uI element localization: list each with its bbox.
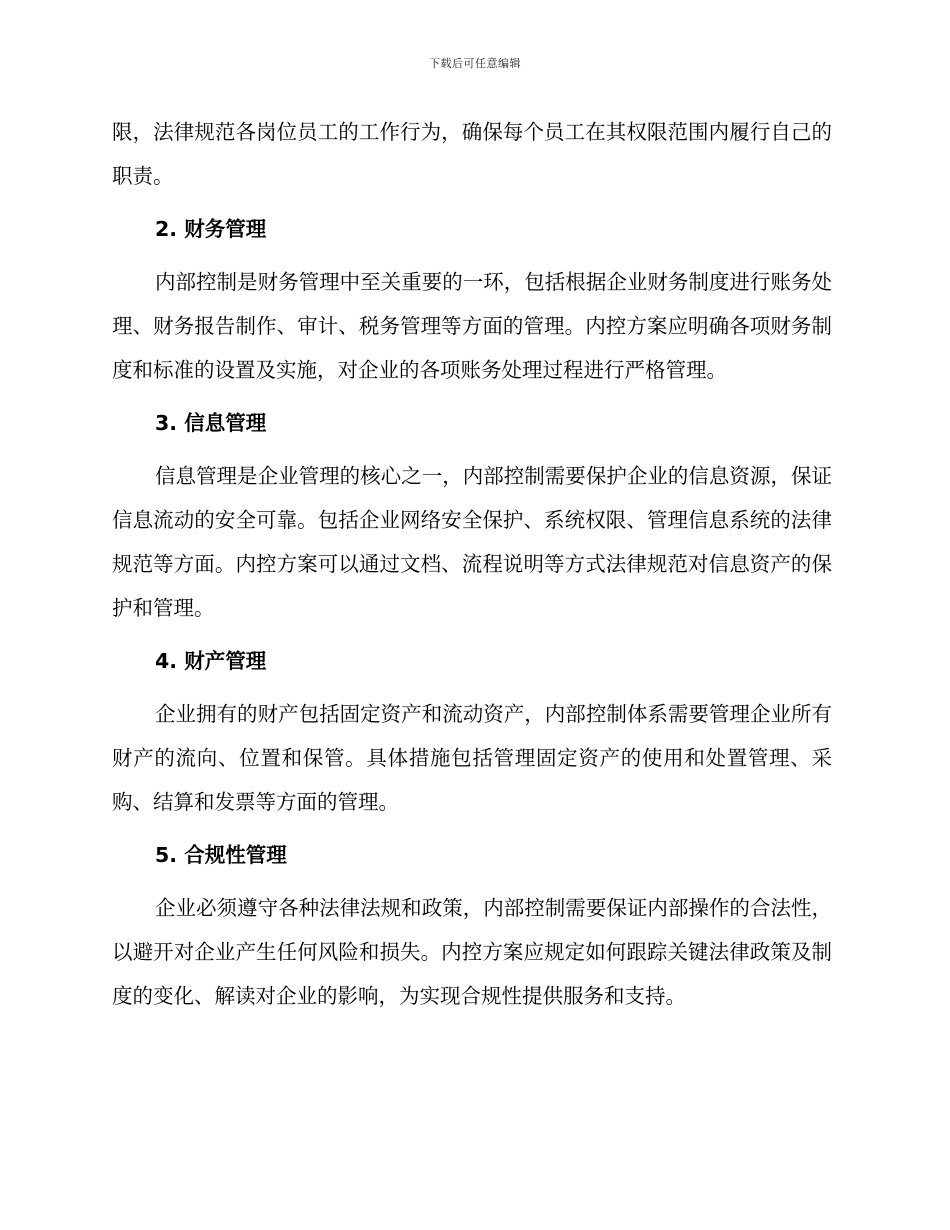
information-paragraph: 信息管理是企业管理的核心之一，内部控制需要保护企业的信息资源，保证信息流动的安全可靠。包括企业网络安全保护、系统权限、管理信息系统的法律规范等方面。内控方案可以通过文档、流程说明等方式法律规范对信息资产的保护和管理。	[112, 464, 832, 620]
compliance-paragraph: 企业必须遵守各种法律法规和政策，内部控制需要保证内部操作的合法性，以避开对企业产生任何风险和损失。内控方案应规定如何跟踪关键法律政策及制度的变化、解读对企业的影响，为实现合规性提供服务和支持。	[112, 896, 832, 1008]
section-heading-finance: 2. 财务管理	[155, 217, 267, 241]
section-heading-property: 4. 财产管理	[155, 649, 267, 673]
page-header-note: 下载后可任意编辑	[429, 57, 521, 70]
finance-paragraph: 内部控制是财务管理中至关重要的一环，包括根据企业财务制度进行账务处理、财务报告制作、审计、税务管理等方面的管理。内控方案应明确各项财务制度和标准的设置及实施，对企业的各项账务处理过程进行严格管理。	[112, 270, 832, 382]
property-paragraph: 企业拥有的财产包括固定资产和流动资产，内部控制体系需要管理企业所有财产的流向、位置和保管。具体措施包括管理固定资产的使用和处置管理、采购、结算和发票等方面的管理。	[112, 702, 832, 814]
intro-paragraph: 限，法律规范各岗位员工的工作行为，确保每个员工在其权限范围内履行自己的职责。	[112, 120, 832, 188]
section-heading-information: 3. 信息管理	[155, 411, 267, 435]
section-heading-compliance: 5. 合规性管理	[155, 843, 287, 867]
document-body	[112, 110, 832, 1018]
